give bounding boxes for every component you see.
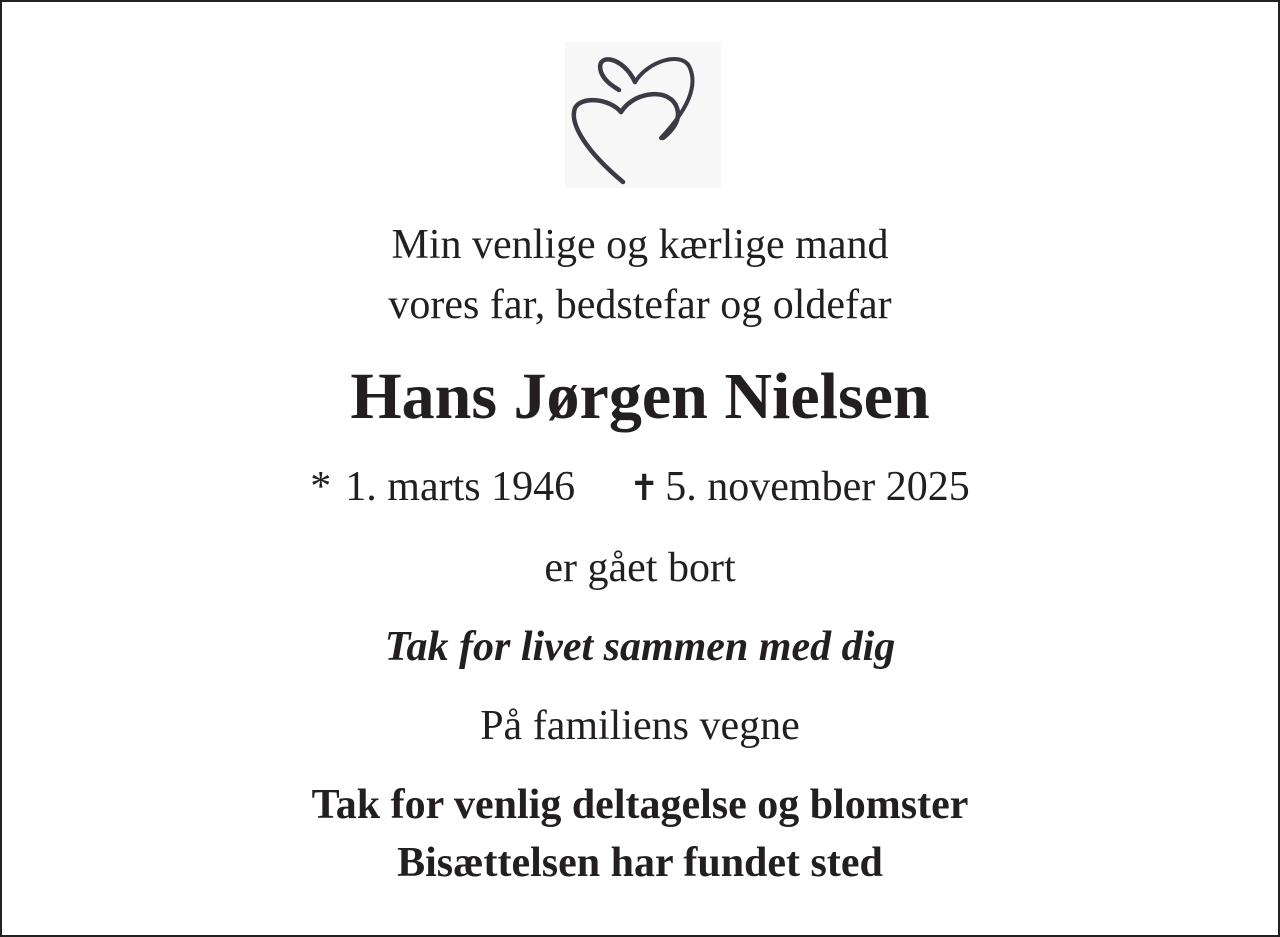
- thanks-for-life-text: Tak for livet sammen med dig: [384, 624, 896, 670]
- deceased-name: Hans Jørgen Nielsen: [350, 360, 930, 433]
- intro-line-2: vores far, bedstefar og oldefar: [388, 282, 892, 328]
- closing-line-2: Bisættelsen har fundet sted: [397, 840, 883, 886]
- death-date: 5. november 2025: [665, 464, 970, 510]
- two-hearts-icon: [565, 42, 721, 188]
- passed-away-text: er gået bort: [544, 545, 736, 591]
- life-dates: [2, 466, 1278, 508]
- death-cross-icon: ✝: [629, 468, 660, 509]
- birth-date: 1. marts 1946: [345, 464, 576, 510]
- birth-star-icon: *: [310, 464, 332, 510]
- intro-line-1: Min venlige og kærlige mand: [391, 222, 889, 268]
- family-behalf-text: På familiens vegne: [480, 703, 800, 749]
- closing-line-1: Tak for venlig deltagelse og blomster: [311, 782, 969, 828]
